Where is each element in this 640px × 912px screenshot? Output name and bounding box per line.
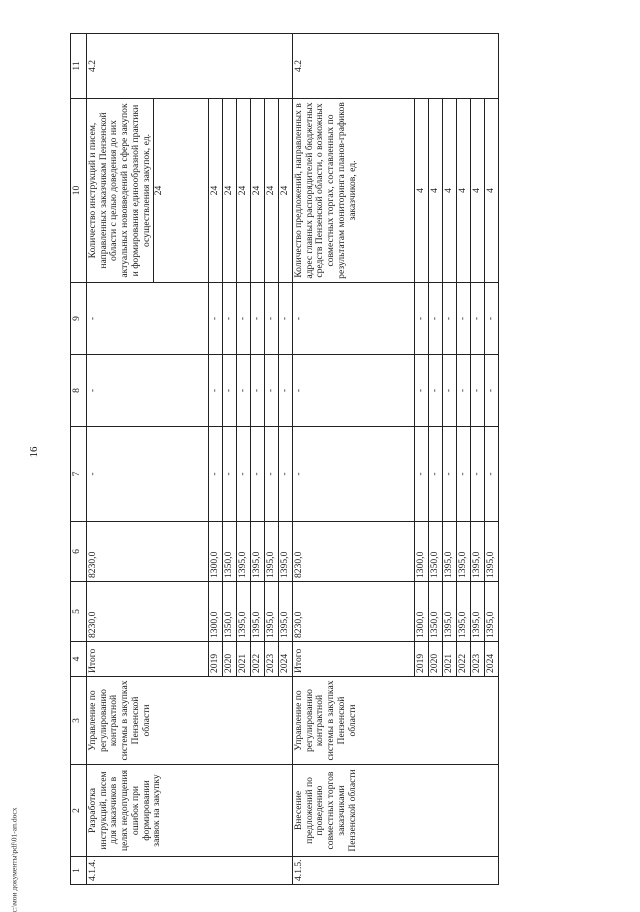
indicator-value-cell: 4 bbox=[471, 99, 485, 283]
funding-c7-cell: - bbox=[429, 427, 443, 522]
activity-row bbox=[87, 34, 209, 885]
activity-name: Разработка инструкций, писем для заказчиков в целях недопущения ошибок при формировании заявок на закупку bbox=[87, 765, 293, 857]
funding-c7-cell: - bbox=[279, 427, 293, 522]
total-funding-c8: - bbox=[87, 355, 209, 427]
funding-c9-cell: - bbox=[429, 283, 443, 355]
funding-all-cell: 1395,0 bbox=[443, 582, 457, 642]
year-cell: 2020 bbox=[429, 642, 443, 677]
funding-all-cell: 1395,0 bbox=[471, 582, 485, 642]
activity-executor: Управление по регулированию контрактной системы в закупках Пензенской области bbox=[87, 677, 293, 765]
funding-c7-cell: - bbox=[471, 427, 485, 522]
funding-c8-cell: - bbox=[485, 355, 499, 427]
funding-c9-cell: - bbox=[279, 283, 293, 355]
total-funding-regional: 8230,0 bbox=[293, 522, 415, 582]
funding-regional-cell: 1395,0 bbox=[237, 522, 251, 582]
funding-regional-cell: 1395,0 bbox=[443, 522, 457, 582]
funding-all-cell: 1395,0 bbox=[265, 582, 279, 642]
total-label: Итого bbox=[293, 642, 415, 677]
funding-c9-cell: - bbox=[223, 283, 237, 355]
funding-regional-cell: 1395,0 bbox=[457, 522, 471, 582]
indicator-text: Количество инструкций и писем, направленных заказчикам Пензенской области с целью доведения до них актуальных нововведений в сфере закупок и формирования единообразной практики осуществления закупок, ед. bbox=[87, 103, 152, 278]
indicator-value-cell: 24 bbox=[209, 99, 223, 283]
funding-c9-cell: - bbox=[251, 283, 265, 355]
year-cell: 2021 bbox=[443, 642, 457, 677]
funding-regional-cell: 1350,0 bbox=[223, 522, 237, 582]
funding-c9-cell: - bbox=[265, 283, 279, 355]
indicator-value-cell: 24 bbox=[265, 99, 279, 283]
year-cell: 2024 bbox=[279, 642, 293, 677]
column-number: 11 bbox=[71, 34, 87, 99]
indicator-value-cell: 4 bbox=[485, 99, 499, 283]
funding-all-cell: 1395,0 bbox=[457, 582, 471, 642]
footer-file-path: c:\мои документы\pdf\01-ап.docx bbox=[9, 807, 19, 912]
total-funding-c8: - bbox=[293, 355, 415, 427]
funding-c8-cell: - bbox=[457, 355, 471, 427]
total-funding-c7: - bbox=[293, 427, 415, 522]
activity-number: 4.1.4. bbox=[87, 857, 293, 885]
funding-c9-cell: - bbox=[209, 283, 223, 355]
funding-c8-cell: - bbox=[443, 355, 457, 427]
funding-c9-cell: - bbox=[457, 283, 471, 355]
funding-regional-cell: 1300,0 bbox=[415, 522, 429, 582]
funding-regional-cell: 1395,0 bbox=[471, 522, 485, 582]
program-code: 4.2 bbox=[87, 34, 293, 99]
funding-all-cell: 1350,0 bbox=[429, 582, 443, 642]
year-cell: 2020 bbox=[223, 642, 237, 677]
program-activities-table bbox=[70, 33, 499, 885]
total-funding-all: 8230,0 bbox=[87, 582, 209, 642]
activity-number: 4.1.5. bbox=[293, 857, 499, 885]
funding-c9-cell: - bbox=[471, 283, 485, 355]
funding-c7-cell: - bbox=[485, 427, 499, 522]
year-cell: 2023 bbox=[265, 642, 279, 677]
indicator-value-cell: 4 bbox=[457, 99, 471, 283]
page-number: 16 bbox=[28, 446, 40, 458]
indicator-value-cell: 24 bbox=[279, 99, 293, 283]
column-number: 1 bbox=[71, 857, 87, 885]
column-number: 9 bbox=[71, 283, 87, 355]
funding-all-cell: 1395,0 bbox=[279, 582, 293, 642]
funding-c8-cell: - bbox=[251, 355, 265, 427]
funding-c7-cell: - bbox=[443, 427, 457, 522]
year-cell: 2019 bbox=[415, 642, 429, 677]
funding-c7-cell: - bbox=[223, 427, 237, 522]
total-funding-c9: - bbox=[87, 283, 209, 355]
total-funding-c7: - bbox=[87, 427, 209, 522]
funding-c8-cell: - bbox=[471, 355, 485, 427]
funding-c7-cell: - bbox=[251, 427, 265, 522]
funding-c7-cell: - bbox=[415, 427, 429, 522]
funding-regional-cell: 1350,0 bbox=[429, 522, 443, 582]
funding-regional-cell: 1395,0 bbox=[251, 522, 265, 582]
funding-all-cell: 1350,0 bbox=[223, 582, 237, 642]
funding-c9-cell: - bbox=[237, 283, 251, 355]
funding-c9-cell: - bbox=[415, 283, 429, 355]
total-label: Итого bbox=[87, 642, 209, 677]
column-number: 2 bbox=[71, 765, 87, 857]
funding-c8-cell: - bbox=[429, 355, 443, 427]
funding-c8-cell: - bbox=[415, 355, 429, 427]
funding-c9-cell: - bbox=[485, 283, 499, 355]
year-cell: 2022 bbox=[457, 642, 471, 677]
year-cell: 2022 bbox=[251, 642, 265, 677]
indicator-cell bbox=[87, 99, 209, 283]
total-funding-c9: - bbox=[293, 283, 415, 355]
indicator-total-value: 24 bbox=[153, 99, 165, 282]
column-number: 5 bbox=[71, 582, 87, 642]
column-number-row bbox=[71, 34, 87, 885]
funding-c8-cell: - bbox=[265, 355, 279, 427]
funding-c8-cell: - bbox=[223, 355, 237, 427]
funding-regional-cell: 1395,0 bbox=[279, 522, 293, 582]
funding-all-cell: 1300,0 bbox=[209, 582, 223, 642]
funding-c9-cell: - bbox=[443, 283, 457, 355]
funding-c7-cell: - bbox=[265, 427, 279, 522]
indicator-value-cell: 4 bbox=[429, 99, 443, 283]
activity-name: Внесение предложений по проведению совместных торгов заказчиками Пензенской области bbox=[293, 765, 499, 857]
column-number: 8 bbox=[71, 355, 87, 427]
year-cell: 2024 bbox=[485, 642, 499, 677]
total-funding-regional: 8230,0 bbox=[87, 522, 209, 582]
indicator-text: Количество предложений, направленных в адрес главных распорядителей бюджетных средств Пензенской области, о возможных совместных торгах, составленных по результатам мониторинга планов-графиков заказчиков, ед. bbox=[293, 102, 358, 279]
indicator-cell bbox=[293, 99, 415, 283]
funding-regional-cell: 1395,0 bbox=[265, 522, 279, 582]
funding-c7-cell: - bbox=[237, 427, 251, 522]
funding-c8-cell: - bbox=[279, 355, 293, 427]
indicator-value-cell: 4 bbox=[415, 99, 429, 283]
indicator-value-cell: 24 bbox=[251, 99, 265, 283]
funding-regional-cell: 1395,0 bbox=[485, 522, 499, 582]
funding-c8-cell: - bbox=[209, 355, 223, 427]
funding-c8-cell: - bbox=[237, 355, 251, 427]
column-number: 7 bbox=[71, 427, 87, 522]
total-funding-all: 8230,0 bbox=[293, 582, 415, 642]
column-number: 6 bbox=[71, 522, 87, 582]
year-cell: 2023 bbox=[471, 642, 485, 677]
funding-all-cell: 1395,0 bbox=[485, 582, 499, 642]
column-number: 10 bbox=[71, 99, 87, 283]
column-number: 3 bbox=[71, 677, 87, 765]
funding-all-cell: 1395,0 bbox=[251, 582, 265, 642]
funding-c7-cell: - bbox=[209, 427, 223, 522]
year-cell: 2019 bbox=[209, 642, 223, 677]
indicator-value-cell: 4 bbox=[443, 99, 457, 283]
rotated-table-wrapper bbox=[70, 34, 631, 885]
year-cell: 2021 bbox=[237, 642, 251, 677]
funding-all-cell: 1300,0 bbox=[415, 582, 429, 642]
program-code: 4.2 bbox=[293, 34, 499, 99]
funding-c7-cell: - bbox=[457, 427, 471, 522]
indicator-value-cell: 24 bbox=[237, 99, 251, 283]
funding-regional-cell: 1300,0 bbox=[209, 522, 223, 582]
indicator-value-cell: 24 bbox=[223, 99, 237, 283]
funding-all-cell: 1395,0 bbox=[237, 582, 251, 642]
column-number: 4 bbox=[71, 642, 87, 677]
activity-executor: Управление по регулированию контрактной системы в закупках Пензенской области bbox=[293, 677, 499, 765]
activity-row bbox=[293, 34, 415, 885]
